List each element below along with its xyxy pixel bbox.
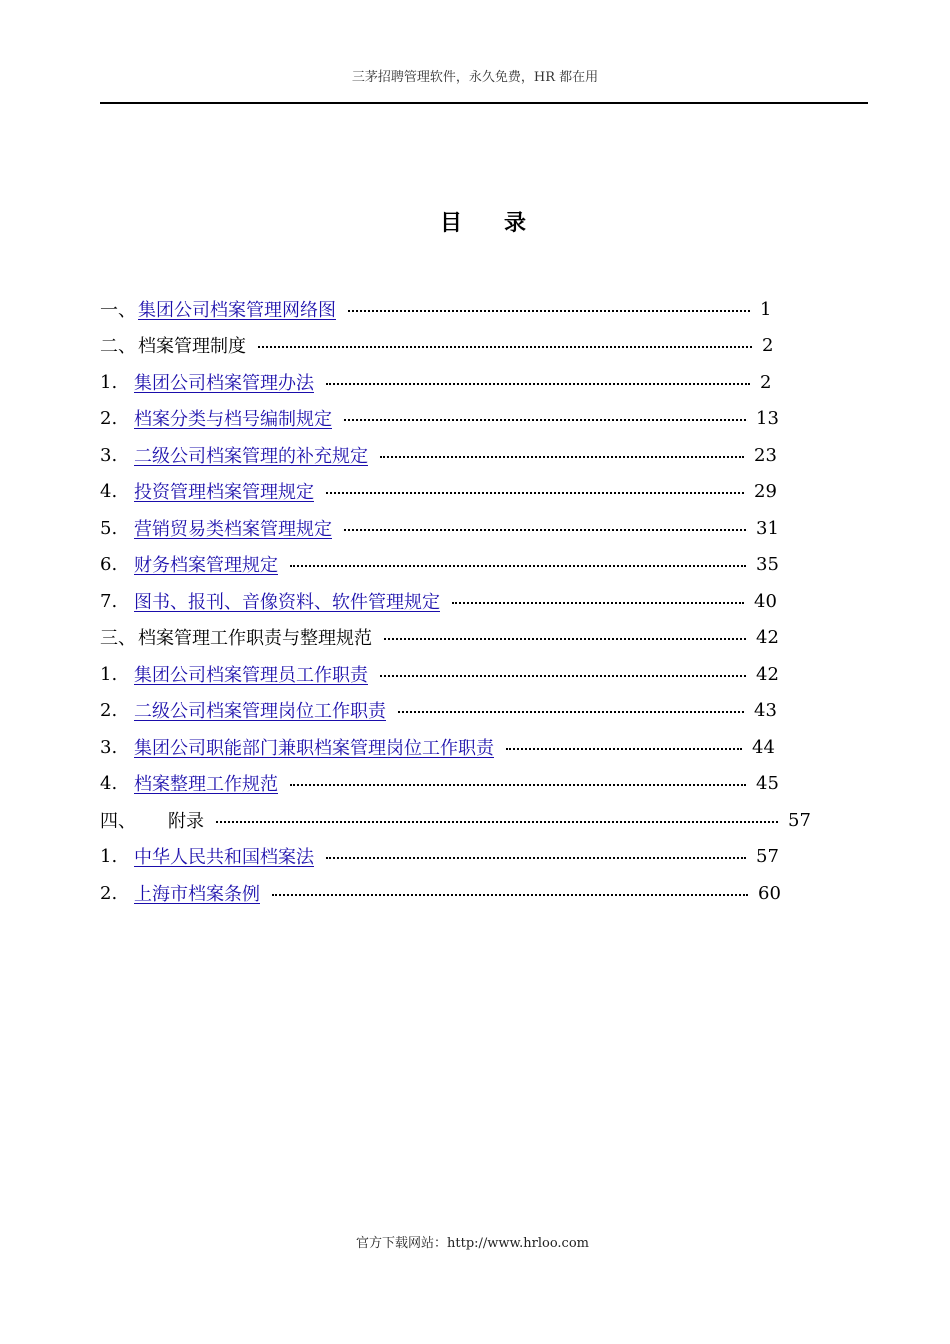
- toc-entry-page: 43: [754, 699, 777, 721]
- toc-entry: [100, 622, 779, 652]
- toc-entry-number: 1.: [100, 371, 118, 393]
- toc-entry-page: 60: [758, 882, 781, 904]
- toc-dot-leader: [384, 636, 746, 640]
- toc-dot-leader: [506, 746, 742, 750]
- toc-entry[interactable]: [100, 367, 771, 397]
- toc-entry-number: 2.: [100, 407, 118, 429]
- toc-entry-link[interactable]: 二级公司档案管理的补充规定: [134, 446, 368, 467]
- toc-entry-page: 57: [756, 845, 779, 867]
- toc-entry-text: 档案管理制度: [138, 336, 246, 357]
- toc-dot-leader: [344, 527, 746, 531]
- toc-title-char-2: 录: [504, 210, 531, 236]
- page-footer: 官方下载网站：http://www.hrloo.com: [356, 1236, 589, 1251]
- toc-entry-page: 45: [756, 772, 779, 794]
- toc-dot-leader: [326, 855, 746, 859]
- toc-entry[interactable]: [100, 878, 781, 908]
- toc-entry-page: 42: [756, 626, 779, 648]
- toc-entry-number: 6.: [100, 553, 118, 575]
- toc-entry-number: 5.: [100, 517, 118, 539]
- toc-entry-number: 3.: [100, 736, 118, 758]
- toc-entry[interactable]: [100, 476, 777, 506]
- header-rule: [100, 102, 868, 104]
- toc-entry-number: 四、: [100, 811, 136, 832]
- toc-entry-link[interactable]: 档案分类与档号编制规定: [134, 409, 332, 430]
- toc-dot-leader: [452, 600, 744, 604]
- toc-entry-link[interactable]: 中华人民共和国档案法: [134, 847, 314, 868]
- toc-entry[interactable]: [100, 586, 777, 616]
- toc-entry-page: 29: [754, 480, 777, 502]
- toc-entry-number: 2.: [100, 882, 118, 904]
- toc-entry: [100, 330, 773, 360]
- toc-entry-number: 二、: [100, 336, 136, 357]
- toc-entry-page: 40: [754, 590, 777, 612]
- toc-entry-link[interactable]: 集团公司职能部门兼职档案管理岗位工作职责: [134, 738, 494, 759]
- toc-entry-link[interactable]: 财务档案管理规定: [134, 555, 278, 576]
- toc-entry[interactable]: [100, 440, 777, 470]
- toc-entry[interactable]: [100, 659, 779, 689]
- toc-entry-number: 3.: [100, 444, 118, 466]
- toc-entry-link[interactable]: 集团公司档案管理办法: [134, 373, 314, 394]
- toc-entry-number: 一、: [100, 300, 136, 321]
- toc-entry-page: 1: [760, 298, 772, 320]
- toc-entry-number: 4.: [100, 772, 118, 794]
- toc-entry-link[interactable]: 上海市档案条例: [134, 884, 260, 905]
- toc-dot-leader: [216, 819, 778, 823]
- toc-title: [0, 206, 950, 237]
- toc-dot-leader: [290, 782, 746, 786]
- toc-entry-page: 31: [756, 517, 779, 539]
- toc-entry-text: 档案管理工作职责与整理规范: [138, 628, 372, 649]
- toc-dot-leader: [380, 673, 746, 677]
- toc-entry[interactable]: [100, 768, 779, 798]
- toc-entry-page: 2: [762, 334, 774, 356]
- toc-dot-leader: [290, 563, 746, 567]
- toc-entry[interactable]: [100, 294, 771, 324]
- toc-entry[interactable]: [100, 513, 779, 543]
- toc-dot-leader: [398, 709, 744, 713]
- toc-entry-page: 44: [752, 736, 775, 758]
- toc-entry-page: 42: [756, 663, 779, 685]
- toc-entry-text: 附录: [168, 811, 204, 832]
- toc-dot-leader: [348, 308, 750, 312]
- toc-dot-leader: [272, 892, 748, 896]
- toc-entry-number: 2.: [100, 699, 118, 721]
- toc-entry-page: 23: [754, 444, 777, 466]
- toc-entry-number: 1.: [100, 845, 118, 867]
- toc-entry-link[interactable]: 营销贸易类档案管理规定: [134, 519, 332, 540]
- toc-entry-page: 57: [788, 809, 811, 831]
- toc-entry[interactable]: [100, 403, 779, 433]
- toc-entry-link[interactable]: 投资管理档案管理规定: [134, 482, 314, 503]
- toc-entry-link[interactable]: 集团公司档案管理网络图: [138, 300, 336, 321]
- toc-dot-leader: [326, 490, 744, 494]
- toc-dot-leader: [258, 344, 752, 348]
- toc-entry-link[interactable]: 二级公司档案管理岗位工作职责: [134, 701, 386, 722]
- toc-entry-page: 13: [756, 407, 779, 429]
- toc-entry-page: 2: [760, 371, 772, 393]
- toc-entry-number: 4.: [100, 480, 118, 502]
- toc-title-char-1: 目: [439, 210, 466, 236]
- toc-dot-leader: [326, 381, 750, 385]
- toc-entry-number: 7.: [100, 590, 118, 612]
- toc-entry: [100, 805, 811, 835]
- page-header: 三茅招聘管理软件，永久免费，HR 都在用: [351, 70, 599, 85]
- toc-entry-number: 三、: [100, 628, 136, 649]
- toc-entry[interactable]: [100, 549, 779, 579]
- toc-entry-link[interactable]: 集团公司档案管理员工作职责: [134, 665, 368, 686]
- toc-dot-leader: [380, 454, 744, 458]
- toc-entry-link[interactable]: 档案整理工作规范: [134, 774, 278, 795]
- toc-entry[interactable]: [100, 695, 777, 725]
- toc-entry[interactable]: [100, 732, 775, 762]
- toc-entry-number: 1.: [100, 663, 118, 685]
- toc-entry-page: 35: [756, 553, 779, 575]
- toc-entry-link[interactable]: 图书、报刊、音像资料、软件管理规定: [134, 592, 440, 613]
- toc-dot-leader: [344, 417, 746, 421]
- toc-entry[interactable]: [100, 841, 779, 871]
